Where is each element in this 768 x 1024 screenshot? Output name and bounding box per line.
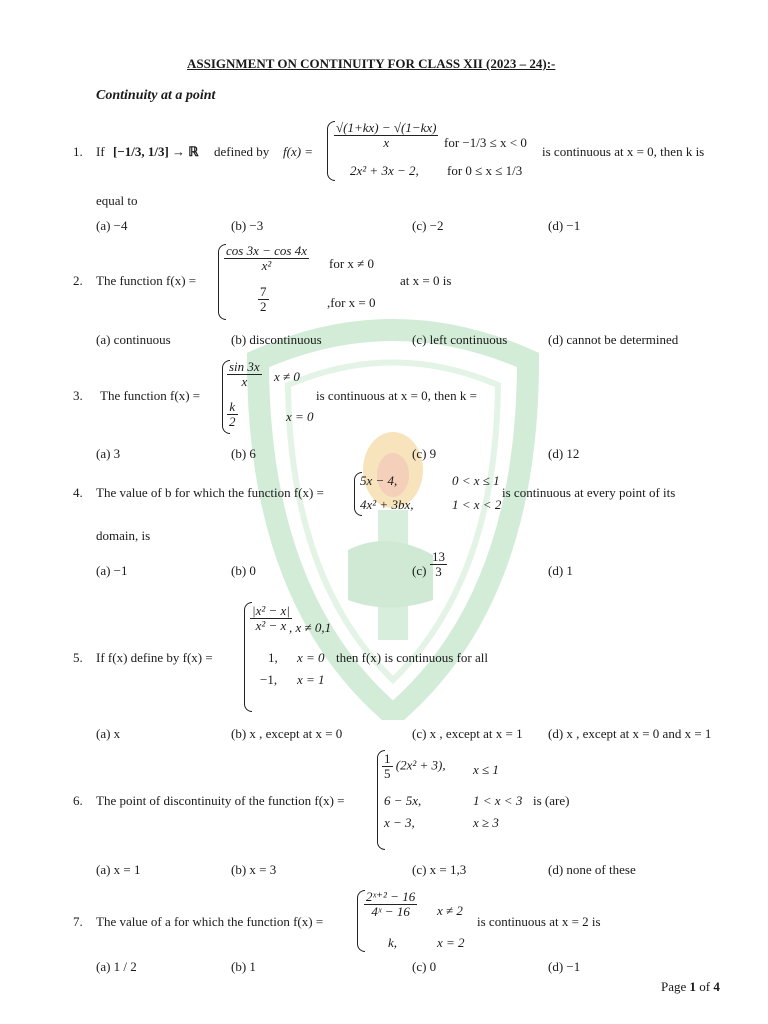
question-text: is continuous at every point of its [502,485,676,500]
question-text: is continuous at x = 0, then k = [316,388,477,403]
fraction-numerator: 7 [260,284,267,299]
option-a: (a) continuous [96,332,171,347]
option-d: (d) 12 [548,446,580,461]
piecewise-case-1: (2x² + 3), [395,757,446,773]
function-domain: [−1/3, 1/3] → ℝ [113,144,199,159]
option-d: (d) 1 [548,563,573,578]
question-number: 4. [73,485,83,500]
piecewise-case-1: 5x − 4, [360,473,398,488]
question-number: 5. [73,650,83,665]
fraction-denominator: 2 [260,299,267,314]
question-text: equal to [96,193,138,208]
case-condition: x ≥ 3 [473,815,499,830]
option-c: (c) [412,563,427,578]
option-a: (a) 3 [96,446,121,461]
case-condition: for −1/3 ≤ x < 0 [444,135,527,150]
option-b: (b) 1 [231,959,256,974]
question-text: domain, is [96,528,151,543]
option-a: (a) 1 / 2 [96,959,137,974]
page-label: Page [661,979,687,994]
question-text: is (are) [533,793,570,808]
fraction-denominator: 2 [229,414,236,429]
question-text: The value of b for which the function f(x) = [96,485,324,500]
fraction-numerator: k [227,400,238,415]
question-text: If [96,144,105,159]
option-c: (c) x , except at x = 1 [412,726,523,741]
question-text: The value of a for which the function f(x) = [96,914,324,929]
option-c: (c) left continuous [412,332,508,347]
question-number: 2. [73,273,83,288]
option-b: (b) 0 [231,563,256,578]
case-condition: 1 < x < 2 [452,497,502,512]
fraction-numerator: 2ˣ⁺² − 16 [366,889,416,904]
case-condition: x = 0 [286,409,314,424]
option-a: (a) x = 1 [96,862,141,877]
question-text: at x = 0 is [400,273,452,288]
question-text: is continuous at x = 0, then k is [542,144,705,159]
option-d: (d) −1 [548,218,581,233]
option-a: (a) −1 [96,563,128,578]
piecewise-case-2: k, [388,935,398,950]
question-number: 6. [73,793,83,808]
case-condition: ,for x = 0 [327,295,376,310]
option-c: (c) 9 [412,446,437,461]
case-condition: x ≠ 2 [437,903,463,918]
page-indicator [661,979,720,995]
piecewise-case-2: 4x² + 3bx, [360,497,414,512]
piecewise-case-2: 2x² + 3x − 2, [350,163,419,178]
option-b: (b) −3 [231,218,264,233]
option-d: (d) −1 [548,959,581,974]
option-c: (c) 0 [412,959,437,974]
case-condition: x = 2 [437,935,465,950]
piecewise-case-2: 6 − 5x, [384,793,422,808]
option-d: (d) x , except at x = 0 and x = 1 [548,726,712,741]
option-b: (b) 6 [231,446,256,461]
fraction-denominator: x [241,374,248,389]
option-c: (c) x = 1,3 [412,862,467,877]
fraction-denominator: 4ˣ − 16 [371,904,410,919]
option-a: (a) x [96,726,121,741]
option-b: (b) discontinuous [231,332,322,347]
question-text: If f(x) define by f(x) = [96,650,213,665]
question-text: The point of discontinuity of the function f(x) = [96,793,345,808]
case-condition: for 0 ≤ x ≤ 1/3 [447,163,523,178]
case-condition: 0 < x ≤ 1 [452,473,500,488]
case-condition: x = 0 [297,650,325,665]
option-b: (b) x , except at x = 0 [231,726,343,741]
option-d: (d) none of these [548,862,636,877]
fraction-numerator: sin 3x [229,359,260,374]
piecewise-case-3: −1, [260,672,278,687]
option-b: (b) x = 3 [231,862,277,877]
question-text: The function f(x) = [96,273,197,288]
piecewise-case-2: 1, [268,650,278,665]
assignment-title: ASSIGNMENT ON CONTINUITY FOR CLASS XII (2023 – 24):- [187,56,556,71]
fraction-numerator: 13 [432,549,445,564]
fraction-denominator: x [383,135,390,150]
option-d: (d) cannot be determined [548,332,679,347]
page-total: 4 [713,979,720,994]
question-text: then f(x) is continuous for all [336,650,488,665]
option-c: (c) −2 [412,218,444,233]
fraction-denominator: 3 [435,564,442,579]
case-condition: x ≠ 0 [274,369,300,384]
fraction-denominator: x² − x [255,618,287,633]
piecewise-case-3: x − 3, [384,815,415,830]
page-current: 1 [689,979,697,994]
case-condition: , x ≠ 0,1 [289,620,332,635]
question-number: 7. [73,914,83,929]
fraction-numerator: |x² − x| [252,603,290,618]
question-number: 1. [73,144,83,159]
fraction-denominator: x² [261,258,272,273]
case-condition: for x ≠ 0 [329,256,375,271]
piecewise-case-1 [334,121,438,150]
case-condition: x = 1 [297,672,325,687]
question-text: defined by [214,144,270,159]
fraction-denominator: 5 [384,766,391,781]
case-condition: 1 < x < 3 [473,793,523,808]
case-condition: x ≤ 1 [473,762,499,777]
question-number: 3. [73,388,83,403]
fraction-numerator: 1 [384,751,391,766]
page-of: of [699,979,711,994]
section-heading: Continuity at a point [96,88,216,103]
option-a: (a) −4 [96,218,128,233]
fraction-numerator: cos 3x − cos 4x [226,243,307,258]
question-text: The function f(x) = [100,388,201,403]
function-label: f(x) = [283,144,314,159]
question-text: is continuous at x = 2 is [477,914,601,929]
fraction-numerator: √(1+kx) − √(1−kx) [336,120,437,135]
